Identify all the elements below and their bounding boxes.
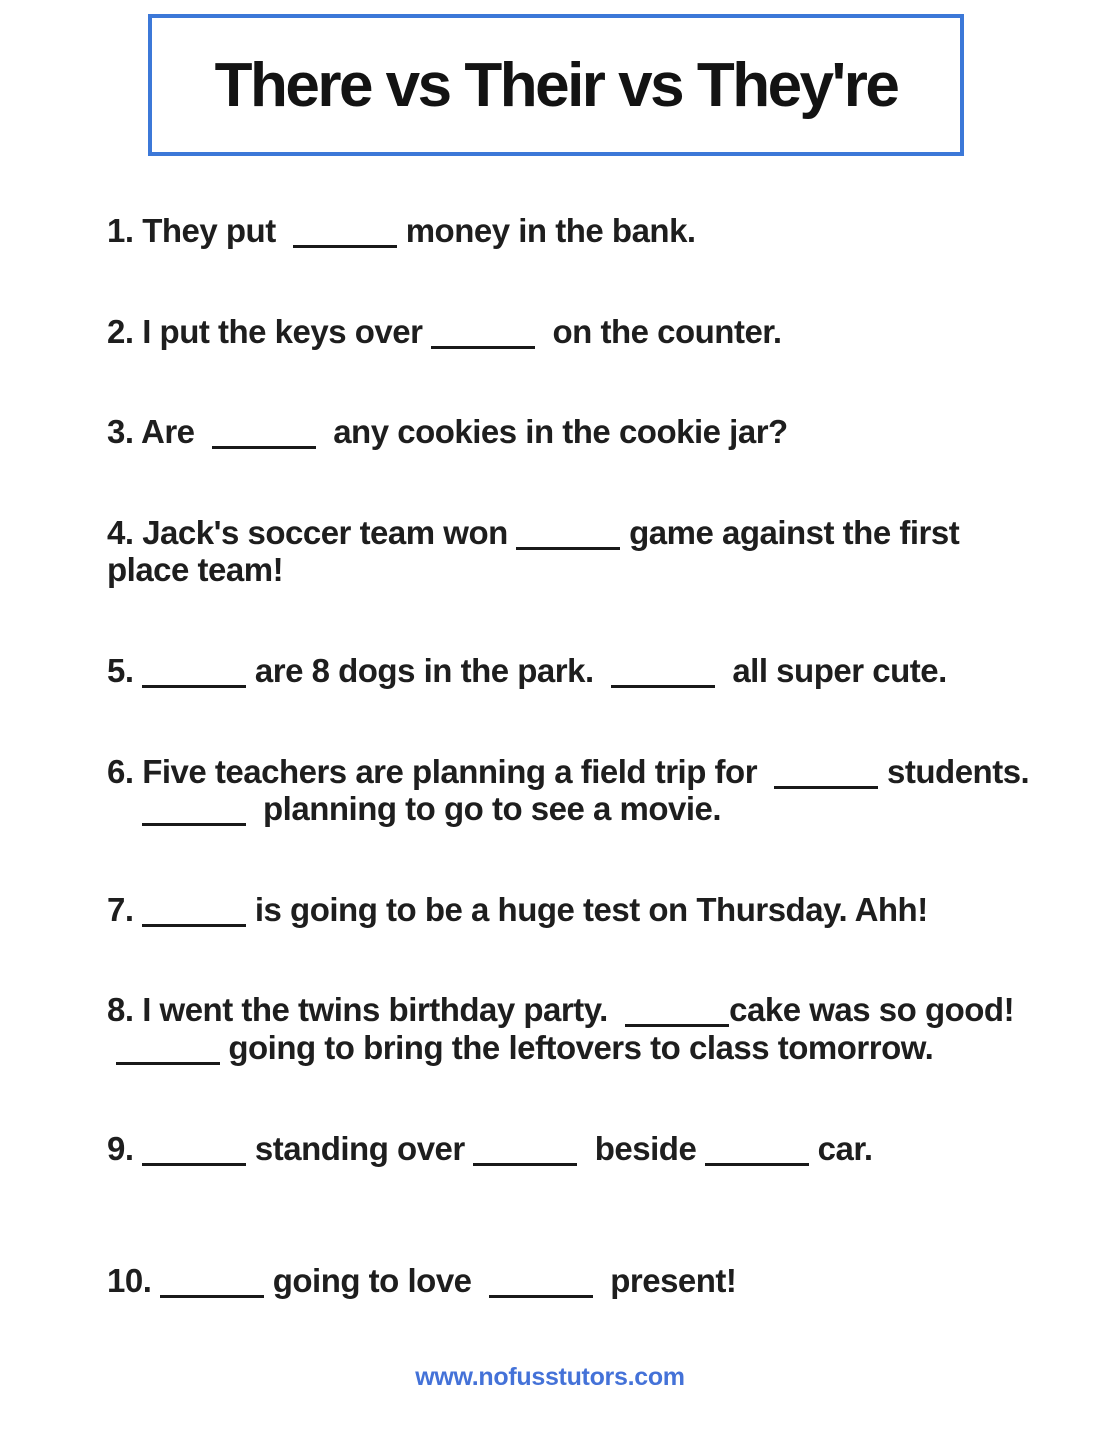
question-text: They put	[142, 212, 294, 249]
blank-line	[473, 1162, 577, 1166]
question-text: on the counter.	[535, 312, 782, 350]
worksheet-page	[0, 14, 1100, 1392]
question-text: cake was so good!	[729, 991, 1015, 1029]
question-item	[107, 991, 1100, 1066]
question-text: Are	[140, 413, 212, 451]
question-text: place team!	[107, 551, 284, 589]
question-number: 3.	[107, 413, 134, 451]
question-text: going to bring the leftovers to class tomorrow.	[219, 1029, 934, 1067]
page-title: There vs Their vs They're	[214, 50, 898, 120]
question-text: game against the first	[620, 513, 960, 551]
blank-line	[774, 785, 878, 789]
question-number: 7.	[107, 890, 134, 928]
question-item	[107, 212, 1100, 250]
question-text: I went the twins birthday party.	[142, 991, 626, 1029]
question-text	[107, 790, 142, 827]
question-text: all super cute.	[714, 652, 947, 690]
questions-list	[0, 212, 1100, 1300]
blank-line	[293, 244, 397, 248]
question-text: Five teachers are planning a field trip for	[142, 752, 775, 790]
blank-line	[142, 684, 246, 688]
question-item	[107, 753, 1100, 828]
question-text: are 8 dogs in the park.	[246, 652, 611, 690]
blank-line	[116, 1061, 220, 1065]
question-text: planning to go to see a movie.	[245, 790, 722, 828]
blank-line	[142, 923, 246, 927]
blank-line	[705, 1162, 809, 1166]
footer	[0, 1363, 1100, 1392]
question-text: money in the bank.	[397, 212, 696, 249]
blank-line	[625, 1023, 729, 1027]
question-number: 9.	[107, 1129, 134, 1167]
question-item	[107, 313, 1100, 351]
question-text: students.	[878, 752, 1030, 790]
blank-line	[212, 445, 316, 449]
question-number: 4.	[107, 513, 134, 551]
question-text: going to love	[264, 1262, 489, 1300]
question-number: 1.	[107, 212, 134, 249]
question-text: standing over	[246, 1129, 474, 1167]
question-number: 5.	[107, 652, 134, 690]
blank-line	[431, 345, 535, 349]
question-text: I put the keys over	[142, 312, 432, 350]
question-text: Jack's soccer team won	[142, 513, 517, 551]
title-box	[148, 14, 964, 156]
blank-line	[160, 1294, 264, 1298]
question-item	[107, 1130, 1100, 1168]
footer-link: www.nofusstutors.com	[415, 1362, 685, 1391]
question-text: present!	[592, 1262, 737, 1300]
blank-line	[516, 546, 620, 550]
blank-line	[611, 684, 715, 688]
question-text: beside	[577, 1129, 705, 1167]
question-text: any cookies in the cookie jar?	[315, 413, 788, 451]
blank-line	[142, 1162, 246, 1166]
question-text: is going to be a huge test on Thursday. Ahh!	[246, 890, 928, 928]
question-number: 2.	[107, 312, 134, 350]
question-text	[107, 1029, 116, 1066]
question-item	[107, 891, 1100, 929]
question-text: car.	[808, 1129, 873, 1167]
question-item	[107, 1262, 1100, 1300]
question-item	[107, 413, 1100, 451]
question-number: 6.	[107, 752, 134, 790]
question-number: 8.	[107, 991, 134, 1029]
blank-line	[489, 1294, 593, 1298]
question-number: 10.	[107, 1262, 152, 1300]
question-item	[107, 652, 1100, 690]
question-item	[107, 514, 1100, 589]
blank-line	[142, 822, 246, 826]
